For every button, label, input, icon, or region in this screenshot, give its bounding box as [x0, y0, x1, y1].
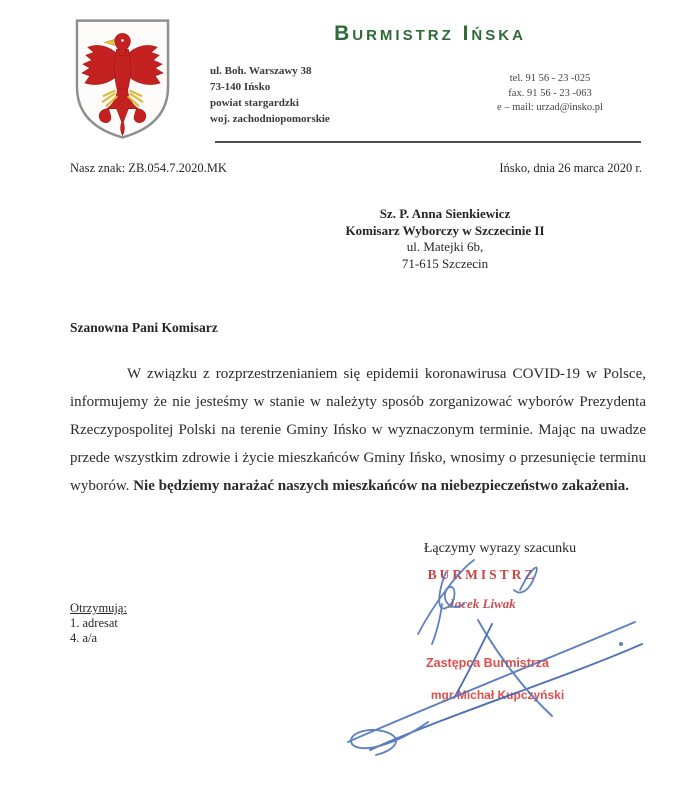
address-line: woj. zachodniopomorskie [210, 113, 330, 125]
letterhead-divider [215, 141, 641, 143]
place-and-date: Ińsko, dnia 26 marca 2020 r. [499, 161, 642, 175]
deputy-mayor-stamp-name: mgr Michał Kupczyński [430, 688, 565, 702]
recipient-street: ul. Matejki 6b, [406, 239, 484, 254]
recipient-title: Komisarz Wyborczy w Szczecinie II [345, 222, 545, 238]
mayor-stamp-name: Jacek Liwak [448, 596, 516, 611]
address-line: ul. Boh. Warszawy 38 [210, 65, 312, 77]
coat-of-arms-eagle-icon [73, 17, 172, 141]
letterhead-address [210, 63, 330, 127]
recipient-name: Sz. P. Anna Sienkiewicz [379, 206, 511, 221]
letterhead-contact [440, 72, 660, 116]
reference-number: Nasz znak: ZB.054.7.2020.MK [70, 161, 227, 175]
email-line: e – mail: urzad@insko.pl [497, 102, 603, 113]
body-text-emphasis: Nie będziemy narażać naszych mieszkańców na niebezpieczeństwo zakażenia. [133, 478, 629, 494]
fax-line: fax. 91 56 - 23 -063 [508, 87, 592, 99]
deputy-mayor-stamp-title: Zastępca Burmistrza [426, 656, 549, 670]
distribution-item: 1. adresat [70, 616, 118, 630]
address-line: powiat stargardzki [210, 97, 299, 109]
letterhead-title: Burmistrz Ińska [334, 22, 526, 45]
distribution-list [70, 601, 127, 646]
recipient-city: 71-615 Szczecin [401, 255, 489, 271]
recipient-block [280, 206, 610, 272]
distribution-item: 4. a/a [70, 631, 98, 645]
letter-body-paragraph [70, 360, 646, 500]
phone-line: tel. 91 56 - 23 -025 [509, 73, 591, 84]
distribution-heading: Otrzymują: [70, 601, 127, 615]
mayor-stamp-title: BURMISTRZ [427, 567, 537, 582]
closing-respect-line: Łączymy wyrazy szacunku [423, 541, 577, 556]
deputy-pen-signature [330, 614, 650, 756]
body-text: W związku z rozprzestrzenianiem się epidemii koronawirusa COVID-19 w Polsce, informujemy że nie jesteśmy w stanie w należyty sposób zorganizować wyborów Prezydenta Rzeczypospolitej Polski na terenie Gminy Ińsko w wyznaczonym terminie. Mając na uwadze przede wszystkim zdrowie i życie mieszkańców Gminy Ińsko, wnosimy o przesunięcie terminu wyborów. [70, 366, 646, 494]
salutation: Szanowna Pani Komisarz [70, 320, 218, 335]
address-line: 73-140 Ińsko [210, 81, 271, 93]
